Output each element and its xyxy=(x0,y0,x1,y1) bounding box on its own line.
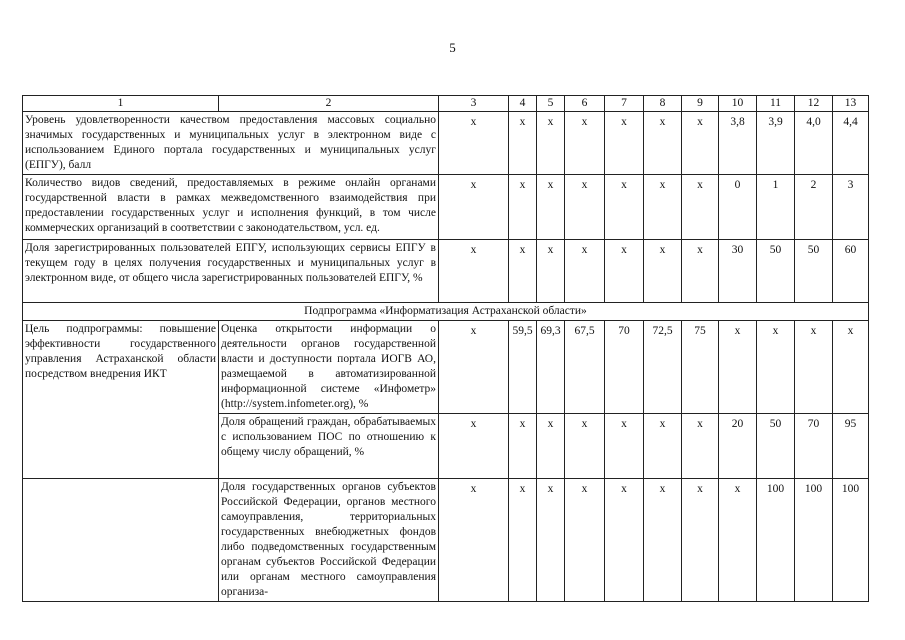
value-cell: x xyxy=(439,479,509,602)
value-cell: 72,5 xyxy=(644,321,682,414)
value-cell: x xyxy=(644,175,682,240)
value-cell: x xyxy=(757,321,795,414)
empty-goal-cell xyxy=(23,479,219,602)
value-cell: 50 xyxy=(795,240,833,303)
value-cell: x xyxy=(565,175,605,240)
header-cell: 13 xyxy=(833,96,869,112)
indicator-name: Количество видов сведений, предоставляемых в режиме онлайн органами государственной власти в рамках межведомственного взаимодействия при предоставлении государственных услуг и исполнения функций, в том числе коммерческих организаций в соответствии с законодательством, усл. ед. xyxy=(23,175,439,240)
value-cell: x xyxy=(439,112,509,175)
value-cell: 70 xyxy=(795,414,833,479)
value-cell: x xyxy=(565,112,605,175)
indicators-table xyxy=(22,95,869,602)
value-cell: x xyxy=(537,112,565,175)
header-cell: 9 xyxy=(682,96,719,112)
value-cell: 100 xyxy=(757,479,795,602)
value-cell: 0 xyxy=(719,175,757,240)
value-cell: x xyxy=(605,175,644,240)
header-cell: 4 xyxy=(509,96,537,112)
table-row xyxy=(23,240,869,303)
value-cell: x xyxy=(537,240,565,303)
value-cell: 3,9 xyxy=(757,112,795,175)
value-cell: 75 xyxy=(682,321,719,414)
value-cell: x xyxy=(682,112,719,175)
value-cell: 50 xyxy=(757,414,795,479)
page-number: 5 xyxy=(449,40,456,55)
value-cell: 70 xyxy=(605,321,644,414)
header-cell: 5 xyxy=(537,96,565,112)
value-cell: 50 xyxy=(757,240,795,303)
header-cell: 3 xyxy=(439,96,509,112)
value-cell: x xyxy=(644,112,682,175)
value-cell: 60 xyxy=(833,240,869,303)
value-cell: x xyxy=(537,414,565,479)
value-cell: x xyxy=(439,321,509,414)
value-cell: 100 xyxy=(795,479,833,602)
value-cell: x xyxy=(439,414,509,479)
value-cell: x xyxy=(537,479,565,602)
value-cell: x xyxy=(682,240,719,303)
value-cell: 59,5 xyxy=(509,321,537,414)
value-cell: x xyxy=(605,414,644,479)
indicator-name: Доля зарегистрированных пользователей ЕПГУ, использующих сервисы ЕПГУ в текущем году в целях получения государственных и муниципальных услуг в электронном виде, от общего числа зарегистрированных пользователей ЕПГУ, % xyxy=(23,240,439,303)
value-cell: x xyxy=(719,321,757,414)
value-cell: x xyxy=(439,175,509,240)
value-cell: x xyxy=(509,175,537,240)
header-cell: 1 xyxy=(23,96,219,112)
header-cell: 10 xyxy=(719,96,757,112)
value-cell: x xyxy=(682,479,719,602)
value-cell: 3 xyxy=(833,175,869,240)
table-row xyxy=(23,175,869,240)
indicator-name: Уровень удовлетворенности качеством предоставления массовых социально значимых государственных и муниципальных услуг в электронном виде с использованием Единого портала государственных и муниципальных услуг (ЕПГУ), балл xyxy=(23,112,439,175)
table-header-row xyxy=(23,96,869,112)
value-cell: x xyxy=(509,479,537,602)
value-cell: x xyxy=(833,321,869,414)
table-row xyxy=(23,321,869,414)
header-cell: 6 xyxy=(565,96,605,112)
value-cell: x xyxy=(682,414,719,479)
table-row xyxy=(23,112,869,175)
value-cell: x xyxy=(509,414,537,479)
subprogram-goal: Цель подпрограммы: повышение эффективности государственного управления Астраханской области посредством внедрения ИКТ xyxy=(23,321,219,479)
value-cell: x xyxy=(565,414,605,479)
value-cell: x xyxy=(644,240,682,303)
value-cell: 1 xyxy=(757,175,795,240)
value-cell: x xyxy=(719,479,757,602)
header-cell: 8 xyxy=(644,96,682,112)
header-cell: 12 xyxy=(795,96,833,112)
value-cell: x xyxy=(565,240,605,303)
value-cell: x xyxy=(565,479,605,602)
subprogram-row xyxy=(23,303,869,321)
header-cell: 7 xyxy=(605,96,644,112)
header-cell: 11 xyxy=(757,96,795,112)
value-cell: 4,4 xyxy=(833,112,869,175)
table-row xyxy=(23,479,869,602)
value-cell: x xyxy=(682,175,719,240)
value-cell: x xyxy=(537,175,565,240)
value-cell: 69,3 xyxy=(537,321,565,414)
indicator-name: Доля обращений граждан, обрабатываемых с использованием ПОС по отношению к общему числу обращений, % xyxy=(219,414,439,479)
value-cell: x xyxy=(509,240,537,303)
value-cell: 3,8 xyxy=(719,112,757,175)
value-cell: 20 xyxy=(719,414,757,479)
value-cell: x xyxy=(795,321,833,414)
value-cell: x xyxy=(605,240,644,303)
value-cell: 95 xyxy=(833,414,869,479)
value-cell: 2 xyxy=(795,175,833,240)
indicator-name: Доля государственных органов субъектов Российской Федерации, органов местного самоуправления, территориальных государственных внебюджетных фондов либо подведомственных государственным органам субъектов Российской Федерации или органам местного самоуправления организа- xyxy=(219,479,439,602)
value-cell: 4,0 xyxy=(795,112,833,175)
value-cell: x xyxy=(605,479,644,602)
value-cell: x xyxy=(509,112,537,175)
header-cell: 2 xyxy=(219,96,439,112)
indicator-name: Оценка открытости информации о деятельности органов государственной власти и доступности портала ИОГВ АО, размещаемой в автоматизированной информационной системе «Инфометр» (http://system.infometer.org), % xyxy=(219,321,439,414)
value-cell: x xyxy=(605,112,644,175)
value-cell: 100 xyxy=(833,479,869,602)
value-cell: x xyxy=(644,414,682,479)
value-cell: 30 xyxy=(719,240,757,303)
value-cell: x xyxy=(644,479,682,602)
subprogram-title: Подпрограмма «Информатизация Астраханской области» xyxy=(23,303,869,321)
value-cell: x xyxy=(439,240,509,303)
value-cell: 67,5 xyxy=(565,321,605,414)
